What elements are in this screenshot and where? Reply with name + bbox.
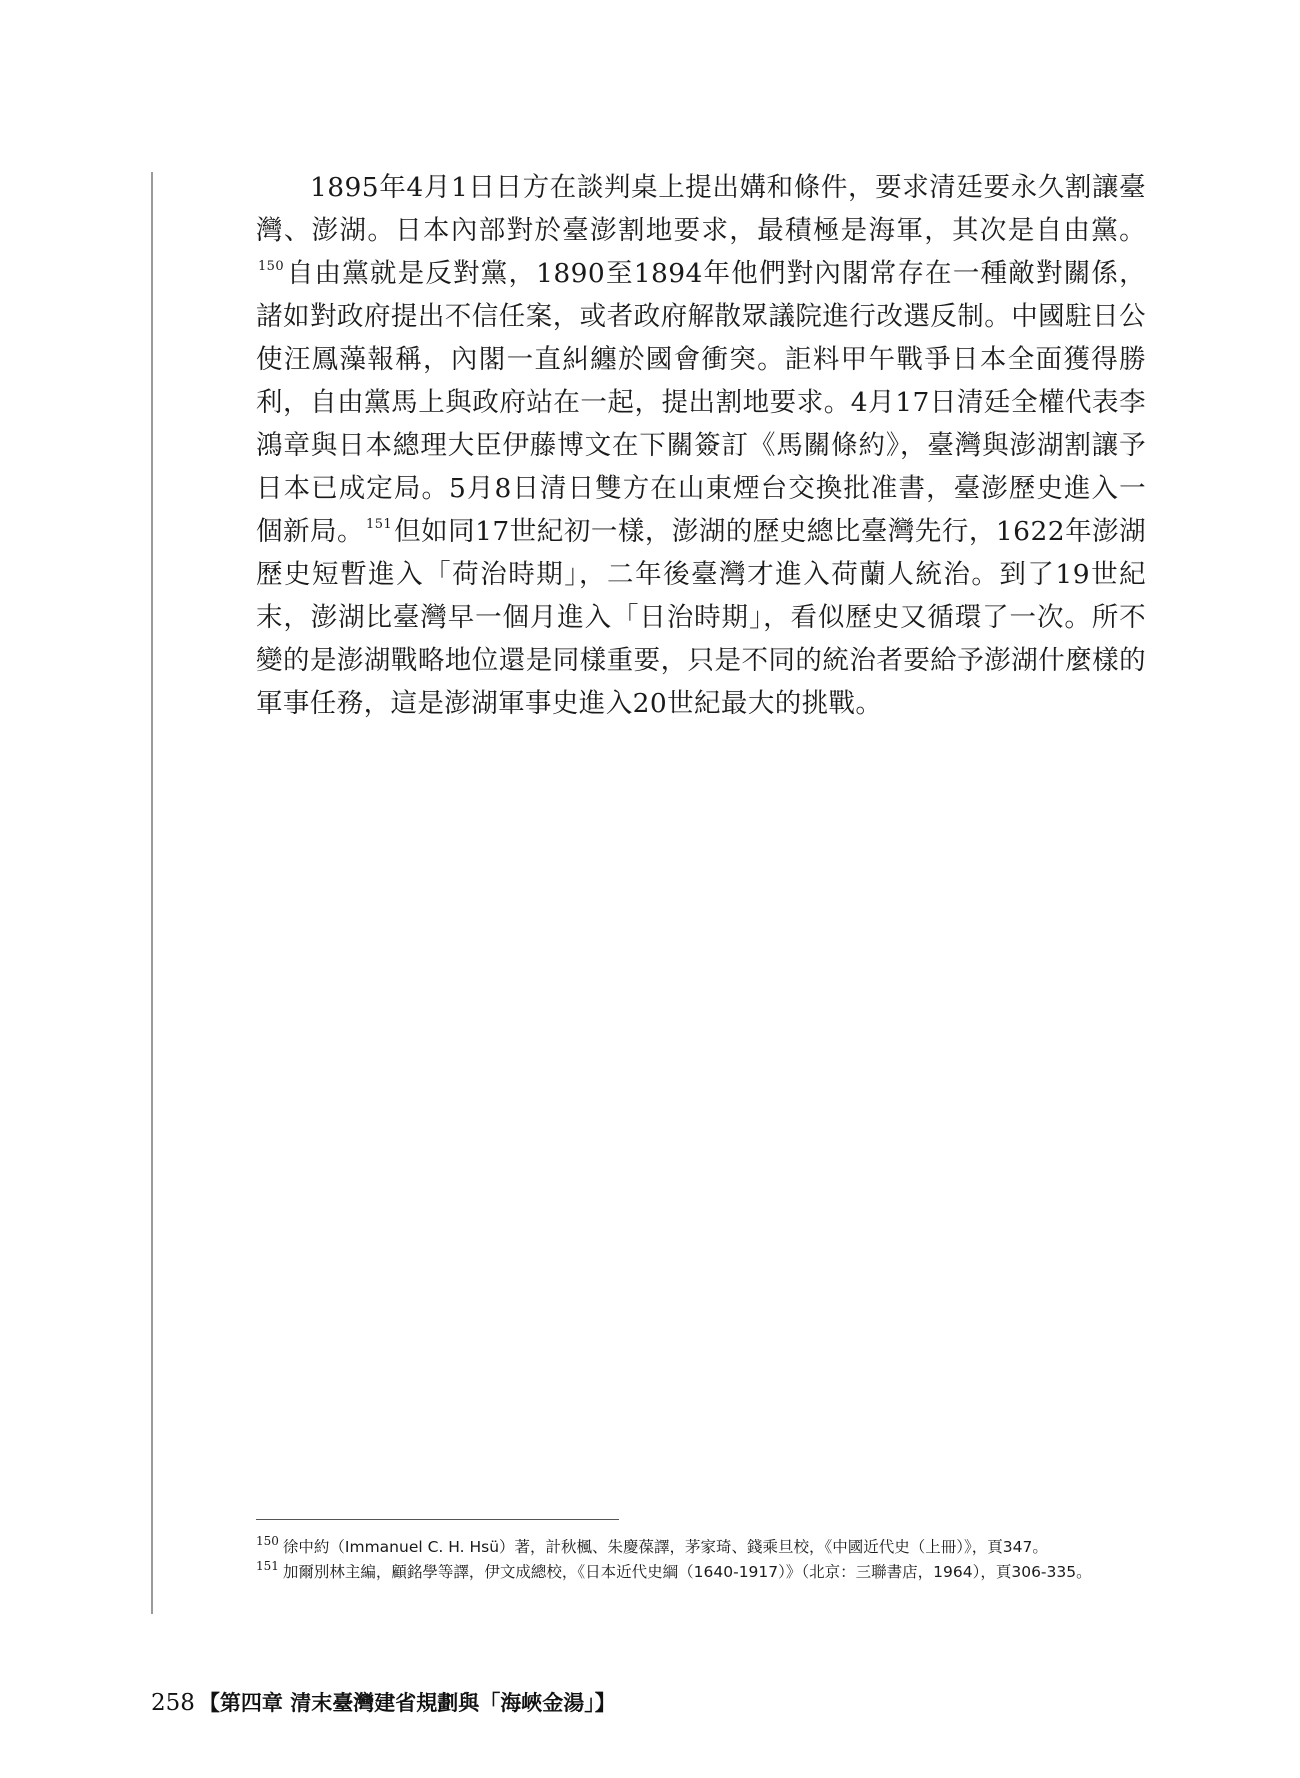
footnotes xyxy=(256,1535,1146,1585)
body-paragraph xyxy=(256,166,1146,725)
page-footer xyxy=(151,1687,616,1717)
footnote-text: 加爾別林主編，顧銘學等譯，伊文成總校，《日本近代史綱（1640-1917）》（北京：三聯書店，1964），頁306-335。 xyxy=(282,1563,1092,1581)
body-text-segment: 但如同17世紀初一樣，澎湖的歷史總比臺灣先行，1622年澎湖歷史短暫進入「荷治時期」，二年後臺灣才進入荷蘭人統治。到了19世紀末，澎湖比臺灣早一個月進入「日治時期」，看似歷史又循環了一次。所不變的是澎湖戰略地位還是同樣重要，只是不同的統治者要給予澎湖什麼樣的軍事任務，這是澎湖軍事史進入20世紀最大的挑戰。 xyxy=(256,516,1146,719)
page-number: 258 xyxy=(151,1690,195,1716)
footnote-divider xyxy=(256,1519,619,1520)
footnote-number: 151 xyxy=(256,1559,279,1573)
footnote-151 xyxy=(256,1560,1146,1585)
margin-rule xyxy=(151,172,153,1614)
footnote-ref-150: 150 xyxy=(258,259,285,274)
main-text xyxy=(256,166,1146,725)
footnote-number: 150 xyxy=(256,1534,279,1548)
footnote-ref-151: 151 xyxy=(366,517,393,532)
body-text-segment: 1895年4月1日日方在談判桌上提出媾和條件，要求清廷要永久割讓臺灣、澎湖。日本內部對於臺澎割地要求，最積極是海軍，其次是自由黨。 xyxy=(256,172,1146,246)
footnote-150 xyxy=(256,1535,1146,1560)
body-text-segment: 自由黨就是反對黨，1890至1894年他們對內閣常存在一種敵對關係，諸如對政府提出不信任案，或者政府解散眾議院進行改選反制。中國駐日公使汪鳳藻報稱，內閣一直糾纏於國會衝突。詎料甲午戰爭日本全面獲得勝利，自由黨馬上與政府站在一起，提出割地要求。4月17日清廷全權代表李鴻章與日本總理大臣伊藤博文在下關簽訂《馬關條約》，臺灣與澎湖割讓予日本已成定局。5月8日清日雙方在山東煙台交換批准書，臺澎歷史進入一個新局。 xyxy=(256,258,1146,547)
footnote-text: 徐中約（Immanuel C. H. Hsü）著，計秋楓、朱慶葆譯，茅家琦、錢乘旦校，《中國近代史（上冊）》，頁347。 xyxy=(282,1538,1048,1556)
running-header-chapter: 【第四章 清末臺灣建省規劃與「海峽金湯」】 xyxy=(198,1690,616,1715)
